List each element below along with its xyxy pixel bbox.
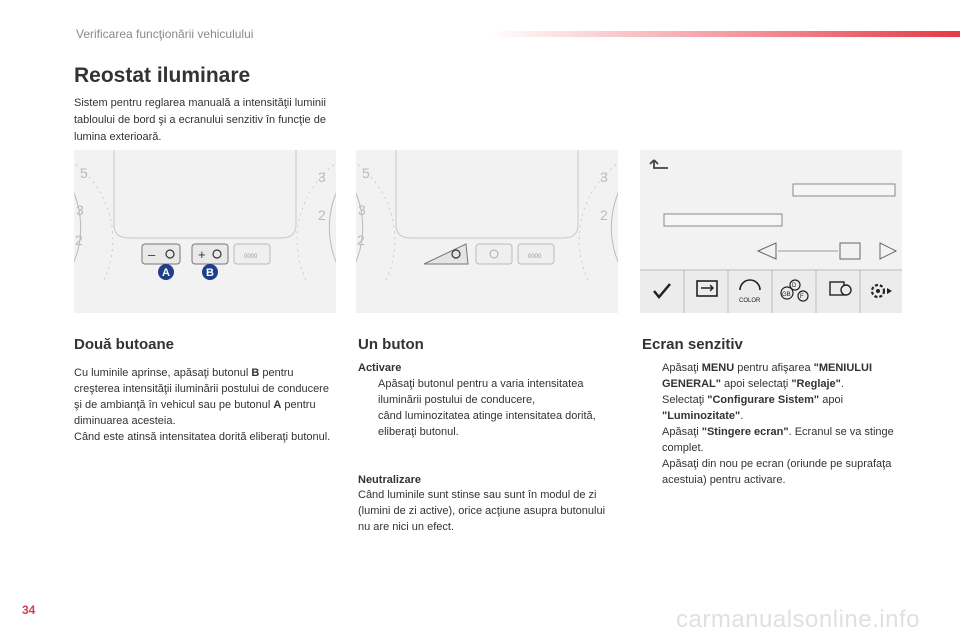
activation-bullets xyxy=(358,376,620,440)
svg-text:2: 2 xyxy=(600,207,608,223)
gb-label: GB xyxy=(782,292,791,298)
page-title: Reostat iluminare xyxy=(74,64,251,87)
header-accent-line xyxy=(490,31,960,37)
dashboard-two-buttons-illustration xyxy=(74,150,336,313)
config-system-ref: "Configurare Sistem" xyxy=(707,394,820,406)
third-button-label: 0000 xyxy=(244,254,258,260)
svg-text:5: 5 xyxy=(80,165,88,181)
figure-one-button xyxy=(356,150,618,313)
menu-ref: MENU xyxy=(701,362,735,374)
svg-text:2: 2 xyxy=(357,232,365,248)
f-label: F xyxy=(800,294,804,300)
col1-text-4: Când este atinsă intensitatea dorită eliberaţi butonul. xyxy=(74,431,331,443)
dashboard-one-button-illustration xyxy=(356,150,618,313)
intro-paragraph: Sistem pentru reglarea manuală a intensităţii luminii tabloului de bord şi a ecranului senzitiv în funcţie de lumina exterioară. xyxy=(74,97,326,143)
col1-text-1: Cu luminile aprinse, apăsaţi butonul xyxy=(74,367,252,379)
bullet-item xyxy=(358,376,620,408)
svg-text:3: 3 xyxy=(76,202,84,218)
badge-b-label: B xyxy=(206,267,214,279)
reactivate-text: Apăsaţi din nou pe ecran (oriunde pe suprafaţa acestuia) pentru activare. xyxy=(662,458,892,486)
bullet-item xyxy=(358,408,620,440)
watermark: carmanualsonline.info xyxy=(676,606,920,633)
reglaje-ref: "Reglaje" xyxy=(791,378,841,390)
touch-screen-illustration xyxy=(640,150,902,313)
svg-text:2: 2 xyxy=(318,207,326,223)
badge-a-label: A xyxy=(162,267,170,279)
svg-text:3: 3 xyxy=(318,169,326,185)
heading-touch-screen: Ecran senzitiv xyxy=(642,336,743,353)
neutralization-label: Neutralizare xyxy=(358,474,421,486)
luminosity-ref: "Luminozitate" xyxy=(662,410,741,422)
col1-button-b-ref: B xyxy=(251,367,260,379)
section-header: Verificarea funcţionării vehiculului xyxy=(76,27,254,41)
figure-touch-screen xyxy=(640,150,902,313)
bullet-item: Selectaţi "Configurare Sistem" apoi "Luminozitate". xyxy=(662,394,844,422)
bullet-item: Apăsaţi MENU pentru afişarea "MENIULUI GENERAL" apoi selectaţi "Reglaje". xyxy=(662,362,873,390)
col1-text-2: pentru creşterea intensităţii iluminării postului de conducere şi de ambianţă în vehicul sau pe butonul xyxy=(74,367,329,411)
neutralization-text: Când luminile sunt stinse sau sunt în modul de zi (lumini de zi active), orice acţiune asupra butonului nu are nici un efect. xyxy=(358,489,606,533)
touch-screen-bullets xyxy=(642,360,908,488)
svg-text:3: 3 xyxy=(600,169,608,185)
svg-text:5: 5 xyxy=(362,165,370,181)
fig2-third-button-label: 0000 xyxy=(528,254,542,260)
plus-label: + xyxy=(198,247,206,262)
bullet-text: când luminozitatea atinge intensitatea dorită, eliberaţi butonul. xyxy=(378,410,596,438)
minus-label: – xyxy=(148,247,156,262)
svg-text:2: 2 xyxy=(75,232,83,248)
general-menu-ref: "MENIULUI GENERAL" xyxy=(662,362,873,390)
bullet-item: Apăsaţi "Stingere ecran". Ecranul se va stinge complet. Apăsaţi din nou pe ecran (oriunde pe suprafaţa acestuia) pentru activare. xyxy=(662,426,894,486)
page-number: 34 xyxy=(22,603,36,617)
activation-label: Activare xyxy=(358,362,402,374)
figure-two-buttons xyxy=(74,150,336,313)
bullet-text: Apăsaţi butonul pentru a varia intensitatea iluminării postului de conducere, xyxy=(378,378,584,406)
color-label: COLOR xyxy=(739,298,761,304)
col1-button-a-ref: A xyxy=(273,399,282,411)
col1-text-3: pentru diminuarea acesteia. xyxy=(74,399,316,427)
svg-text:3: 3 xyxy=(358,202,366,218)
screen-off-ref: "Stingere ecran" xyxy=(701,426,789,438)
two-buttons-text xyxy=(74,365,336,445)
d-label: D xyxy=(792,283,797,289)
heading-two-buttons: Două butoane xyxy=(74,336,174,353)
heading-one-button: Un buton xyxy=(358,336,424,353)
